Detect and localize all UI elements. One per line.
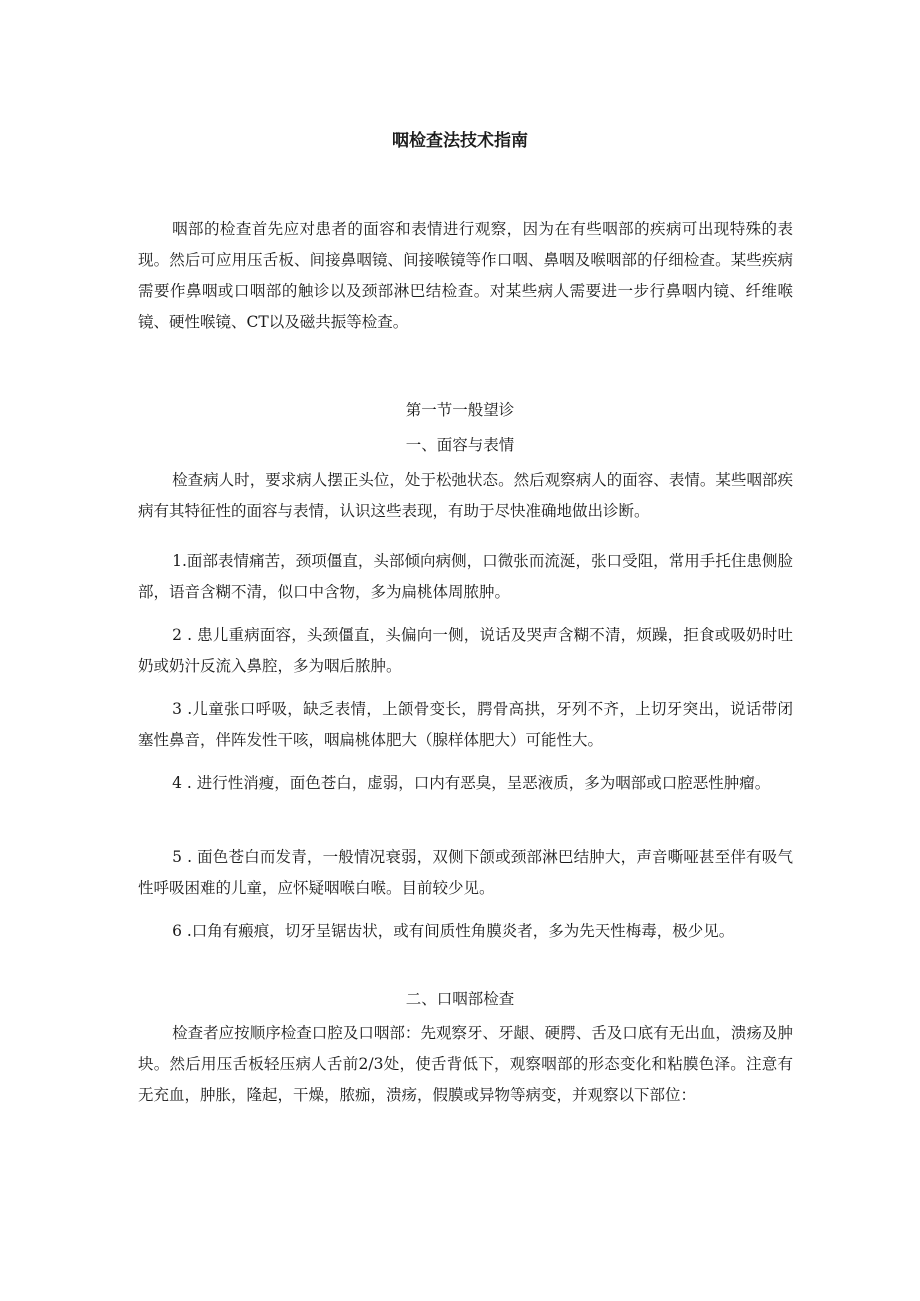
- subsection-heading: 一、面容与表情: [405, 436, 515, 454]
- section-heading: 二、口咽部检查: [405, 990, 515, 1008]
- list-item: 6 .口角有瘢痕，切牙呈锯齿状，或有间质性角膜炎者，多为先天性梅毒，极少见。: [172, 922, 735, 940]
- intro-paragraph: 咽部的检查首先应对患者的面容和表情进行观察，因为在有些咽部的疾病可出现特殊的表现。然后可应用压舌板、间接鼻咽镜、间接喉镜等作口咽、鼻咽及喉咽部的仔细检查。某些疾病需要作鼻咽或口咽部的触诊以及颈部淋巴结检查。对某些病人需要进一步行鼻咽内镜、纤维喉镜、硬性喉镜、CT以及磁共振等检查。: [138, 220, 793, 331]
- document-title: 咽检查法技术指南: [392, 131, 528, 151]
- list-item: 2 . 患儿重病面容，头颈僵直，头偏向一侧，说话及哭声含糊不清，烦躁，拒食或吸奶时吐奶或奶汁反流入鼻腔，多为咽后脓肿。: [138, 626, 793, 675]
- list-item: 5 . 面色苍白而发青，一般情况衰弱，双侧下颌或颈部淋巴结肿大，声音嘶哑甚至伴有吸气性呼吸困难的儿童，应怀疑咽喉白喉。目前较少见。: [138, 848, 793, 897]
- list-item: 3 .儿童张口呼吸，缺乏表情，上颌骨变长，腭骨高拱，牙列不齐，上切牙突出，说话带闭塞性鼻音，伴阵发性干咳，咽扁桃体肥大（腺样体肥大）可能性大。: [138, 700, 793, 749]
- list-item: 4 . 进行性消瘦，面色苍白，虚弱，口内有恶臭，呈恶液质，多为咽部或口腔恶性肿瘤。: [172, 774, 771, 792]
- list-item: 1.面部表情痛苦，颈项僵直，头部倾向病侧，口微张而流涎，张口受阻，常用手托住患侧脸部，语音含糊不清，似口中含物，多为扁桃体周脓肿。: [138, 552, 793, 601]
- section-heading: 第一节一般望诊: [405, 401, 515, 419]
- section-intro-paragraph: 检查病人时，要求病人摆正头位，处于松弛状态。然后观察病人的面容、表情。某些咽部疾病有其特征性的面容与表情，认识这些表现，有助于尽快准确地做出诊断。: [138, 471, 793, 520]
- section-body-paragraph: 检查者应按顺序检查口腔及口咽部：先观察牙、牙龈、硬腭、舌及口底有无出血，溃疡及肿块。然后用压舌板轻压病人舌前2/3处，使舌背低下，观察咽部的形态变化和粘膜色泽。注意有无充血，肿胀，隆起，干燥，脓痂，溃疡，假膜或异物等病变，并观察以下部位：: [138, 1024, 793, 1104]
